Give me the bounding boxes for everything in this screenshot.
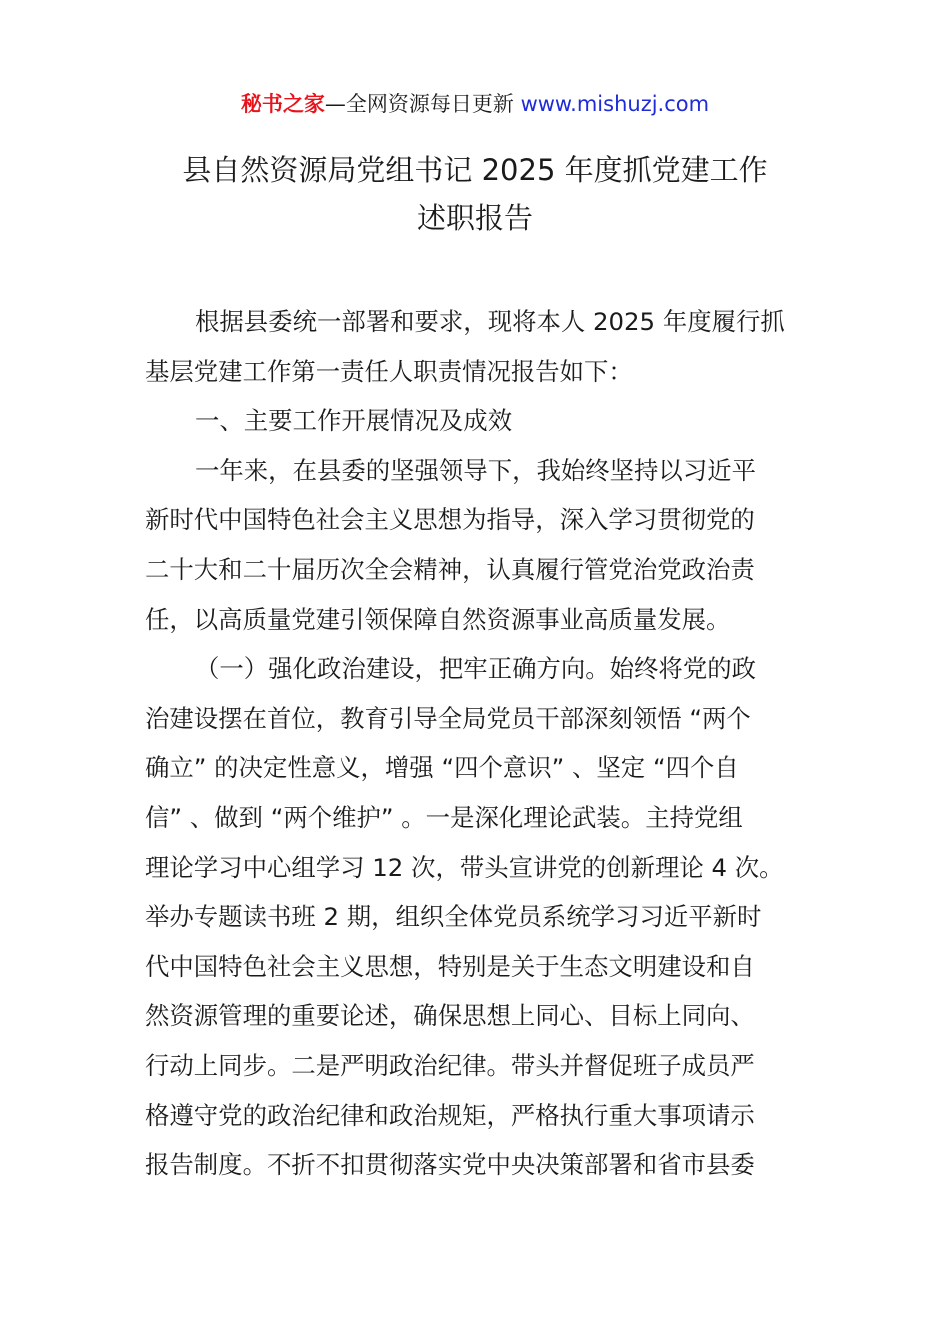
title-line: 县自然资源局党组书记 2025 年度抓党建工作 (182, 153, 768, 187)
body-line: （一）强化政治建设，把牢正确方向。始终将党的政 (195, 654, 756, 684)
body-line: 根据县委统一部署和要求，现将本人 2025 年度履行抓 (195, 307, 785, 336)
body-line: 代中国特色社会主义思想，特别是关于生态文明建设和自 (145, 951, 755, 981)
header-tagline: —全网资源每日更新 (324, 92, 521, 116)
body-line: 一、主要工作开展情况及成效 (195, 406, 513, 436)
body-line: 行动上同步。二是严明政治纪律。带头并督促班子成员严 (145, 1050, 755, 1080)
title-line: 述职报告 (416, 201, 533, 235)
body-line: 任，以高质量党建引领保障自然资源事业高质量发展。 (145, 604, 731, 634)
body-line: 基层党建工作第一责任人职责情况报告如下： (145, 356, 633, 386)
body-line: 信” 、做到 “两个维护” 。一是深化理论武装。主持党组 (145, 802, 743, 832)
body-line: 报告制度。不折不扣贯彻落实党中央决策部署和省市县委 (145, 1150, 755, 1180)
body-line: 然资源管理的重要论述，确保思想上同心、目标上同向、 (145, 1001, 755, 1031)
site-url: www.mishuzj.com (520, 92, 710, 116)
body-line: 治建设摆在首位，教育引导全局党员干部深刻领悟 “两个 (145, 703, 751, 733)
brand-name: 秘书之家 (240, 92, 325, 116)
site-header (0, 88, 950, 120)
body-line: 确立” 的决定性意义，增强 “四个意识” 、坚定 “四个自 (145, 753, 739, 783)
body-line: 举办专题读书班 2 期，组织全体党员系统学习习近平新时 (145, 902, 762, 932)
body-line: 新时代中国特色社会主义思想为指导，深入学习贯彻党的 (145, 505, 755, 535)
document-body (145, 297, 810, 1190)
body-line: 一年来，在县委的坚强领导下，我始终坚持以习近平 (195, 455, 756, 485)
body-line: 二十大和二十届历次全会精神，认真履行管党治党政治责 (145, 554, 755, 584)
body-line: 格遵守党的政治纪律和政治规矩，严格执行重大事项请示 (145, 1100, 755, 1130)
body-line: 理论学习中心组学习 12 次，带头宣讲党的创新理论 4 次。 (145, 852, 784, 882)
document-title (0, 146, 950, 242)
